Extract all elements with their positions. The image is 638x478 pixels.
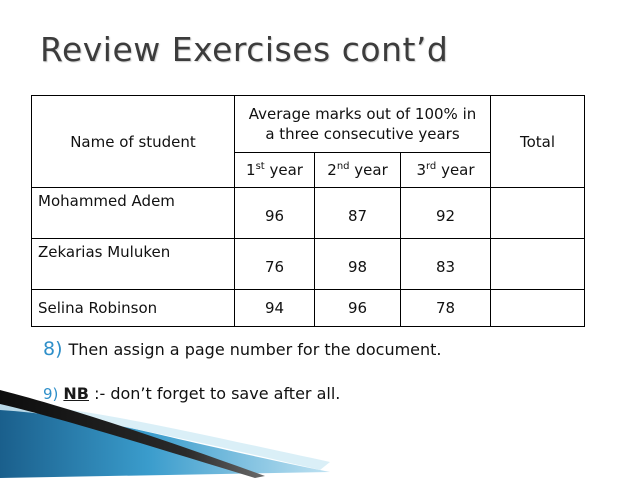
list-item-number: 9) <box>43 385 59 403</box>
list-item-8 <box>43 338 442 360</box>
student-name-cell: Mohammed Adem <box>32 188 235 239</box>
table-row <box>32 290 585 327</box>
header-year-2: 2nd year <box>315 153 401 188</box>
table-header-row <box>32 96 585 153</box>
header-average-line2: a three consecutive years <box>265 125 460 143</box>
total-cell <box>491 239 585 290</box>
table-row <box>32 188 585 239</box>
year1-mark-cell: 96 <box>235 188 315 239</box>
decorative-swoosh <box>0 390 360 478</box>
year3-mark-cell: 78 <box>401 290 491 327</box>
total-cell <box>491 290 585 327</box>
marks-table <box>31 95 585 327</box>
year2-mark-cell: 98 <box>315 239 401 290</box>
year2-mark-cell: 96 <box>315 290 401 327</box>
nb-label: NB <box>63 384 89 403</box>
year3-mark-cell: 83 <box>401 239 491 290</box>
list-item-number: 8) <box>43 338 63 360</box>
year3-mark-cell: 92 <box>401 188 491 239</box>
year1-mark-cell: 94 <box>235 290 315 327</box>
table-row <box>32 239 585 290</box>
student-name-cell: Selina Robinson <box>32 290 235 327</box>
header-name-of-student: Name of student <box>32 96 235 188</box>
list-item-text: Then assign a page number for the document. <box>68 340 442 359</box>
header-average-line1: Average marks out of 100% in <box>248 105 477 123</box>
header-year-1: 1st year <box>235 153 315 188</box>
year1-mark-cell: 76 <box>235 239 315 290</box>
header-year-3: 3rd year <box>401 153 491 188</box>
student-name-cell: Zekarias Muluken <box>32 239 235 290</box>
slide-title: Review Exercises cont’d <box>40 30 449 69</box>
header-total: Total <box>491 96 585 188</box>
total-cell <box>491 188 585 239</box>
header-average-marks <box>235 96 491 153</box>
list-item-text: :- don’t forget to save after all. <box>89 384 341 403</box>
year2-mark-cell: 87 <box>315 188 401 239</box>
